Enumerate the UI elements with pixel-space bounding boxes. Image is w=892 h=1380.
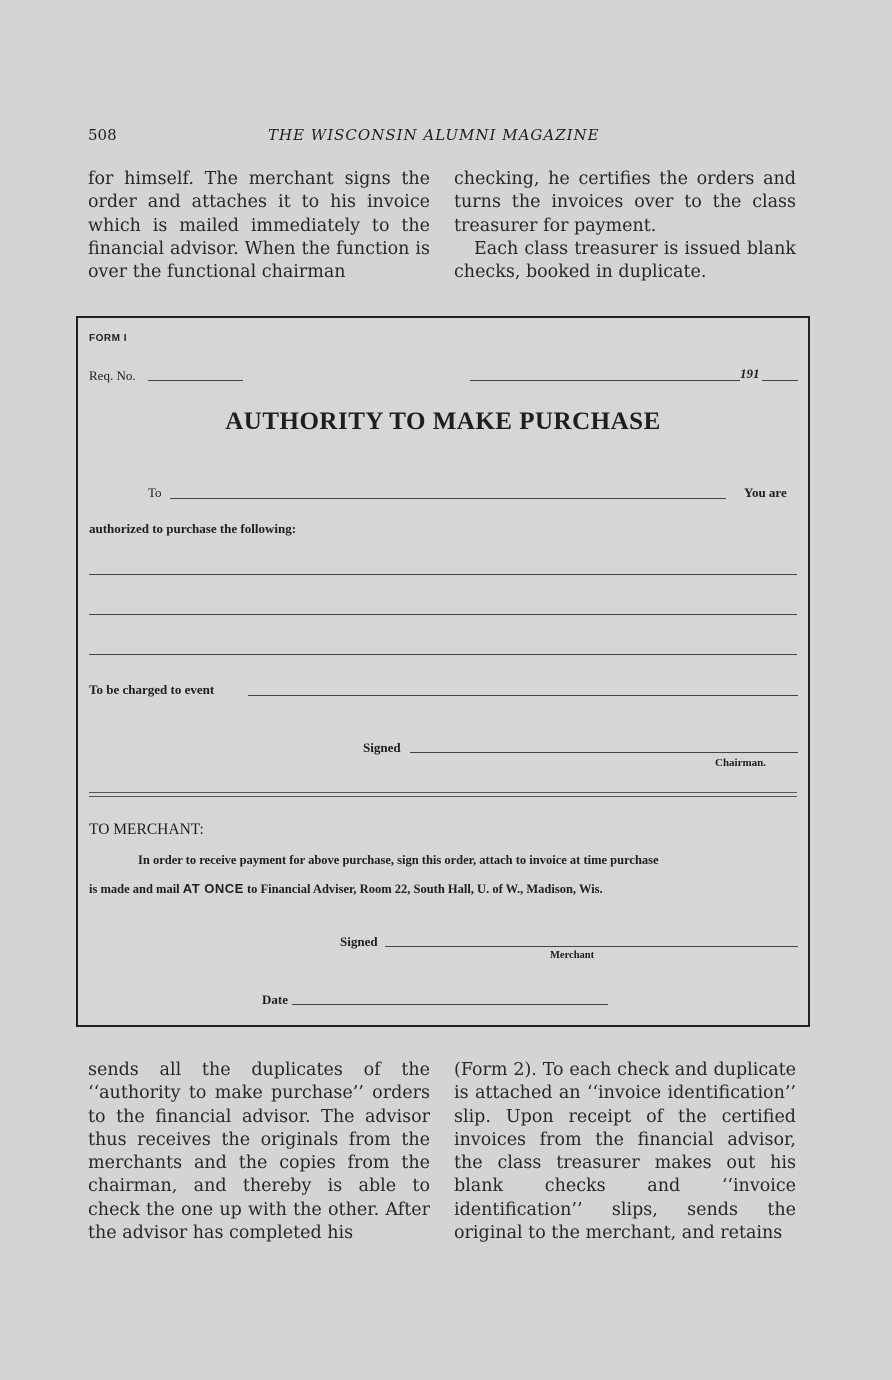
- page-header: [88, 124, 798, 146]
- divider-bottom: [89, 796, 797, 797]
- paragraph: (Form 2). To each check and duplicate is attached an ‘‘invoice identification’’ slip. Upon receipt of the certified invoices from the financial advisor, the class treasurer makes out his blank checks and ‘‘invoice identification’’ slips, sends the original to the merchant, and retains: [454, 1060, 796, 1244]
- top-left-column: [88, 168, 430, 284]
- charged-to-event-label: To be charged to event: [89, 682, 215, 697]
- bottom-left-column: [88, 1059, 430, 1245]
- merchant-instructions-line-1: In order to receive payment for above purchase, sign this order, attach to invoice at time purchase: [138, 853, 659, 867]
- instructions-prefix: is made and mail: [89, 882, 180, 896]
- merchant-date-line: [292, 1004, 608, 1005]
- paragraph: checking, he certifies the orders and turns the invoices over to the class treasurer for payment.: [454, 169, 796, 236]
- magazine-title: THE WISCONSIN ALUMNI MAGAZINE: [268, 126, 600, 144]
- to-label: To: [148, 485, 162, 500]
- to-line: [170, 498, 726, 499]
- merchant-label: Merchant: [550, 950, 595, 961]
- req-no-label: Req. No.: [89, 368, 136, 383]
- year-prefix: 191: [740, 366, 760, 381]
- form-title: AUTHORITY TO MAKE PURCHASE: [225, 408, 661, 435]
- purchase-line-1: [89, 574, 797, 575]
- merchant-signed-label: Signed: [340, 934, 378, 949]
- paragraph: for himself. The merchant signs the order and attaches it to his invoice which is mailed immediately to the financial advisor. When the function is over the functional chairman: [88, 169, 430, 283]
- date-line: [470, 380, 740, 381]
- to-merchant-heading: TO MERCHANT:: [89, 821, 204, 838]
- bottom-right-column: [454, 1059, 796, 1245]
- authorized-text: authorized to purchase the following:: [89, 521, 297, 536]
- purchase-line-2: [89, 614, 797, 615]
- instructions-suffix: to Financial Adviser, Room 22, South Hall, U. of W., Madison, Wis.: [246, 882, 603, 896]
- merchant-signature-line: [385, 946, 798, 947]
- req-no-line: [148, 380, 243, 381]
- event-line: [248, 695, 798, 696]
- purchase-authority-form: [76, 316, 810, 1027]
- paragraph: sends all the duplicates of the ‘‘authority to make purchase’’ orders to the financial advisor. The advisor thus receives the originals from the merchants and the copies from the chairman, and thereby is able to check the one up with the other. After the advisor has completed his: [88, 1060, 430, 1244]
- year-line: [762, 380, 798, 381]
- page-number: 508: [88, 126, 117, 144]
- chairman-signature-line: [410, 752, 798, 753]
- chairman-label: Chairman.: [715, 757, 767, 769]
- merchant-instructions-line-2: [89, 881, 603, 897]
- top-right-column: [454, 168, 796, 284]
- you-are-text: You are: [744, 485, 787, 500]
- at-once-text: AT ONCE: [182, 881, 244, 896]
- purchase-line-3: [89, 654, 797, 655]
- paragraph: Each class treasurer is issued blank checks, booked in duplicate.: [454, 238, 796, 283]
- form-number: FORM I: [89, 333, 127, 344]
- date-label: Date: [262, 992, 288, 1007]
- divider-top: [89, 792, 797, 793]
- chairman-signed-label: Signed: [363, 740, 401, 755]
